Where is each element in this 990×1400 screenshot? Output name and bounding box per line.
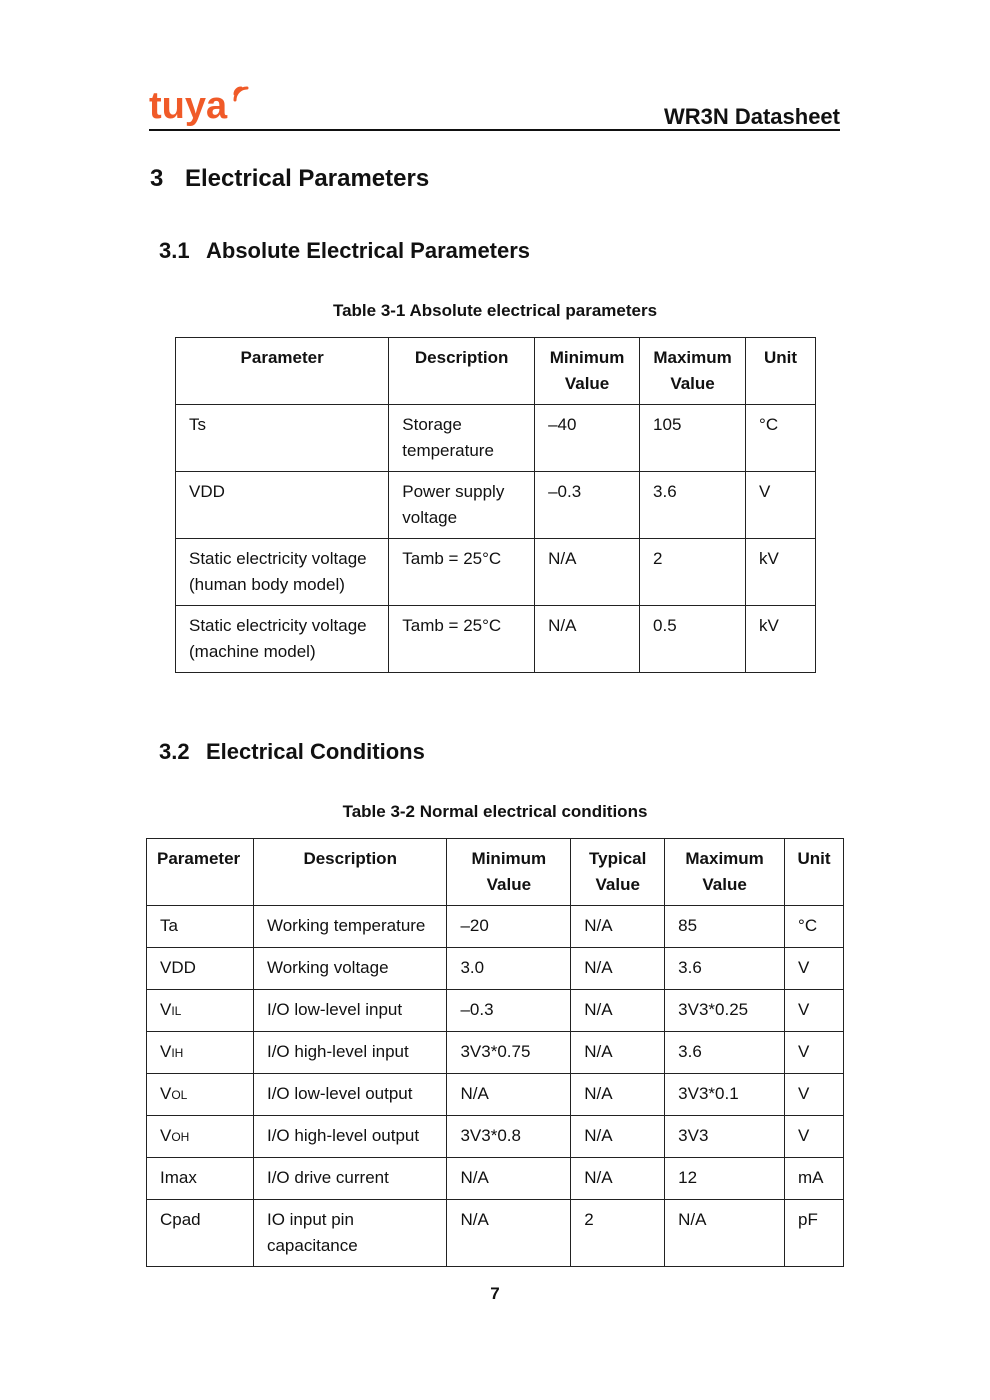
header-typical: Typical Value <box>571 839 665 906</box>
subsection-heading-3-2 <box>159 739 425 765</box>
tuya-logo-mark <box>149 80 259 132</box>
header-rule <box>149 129 840 131</box>
cell-description: Power supply voltage <box>389 472 535 539</box>
cell-unit: V <box>785 948 844 990</box>
absolute-parameters-table <box>175 337 816 673</box>
cell-parameter: VDD <box>176 472 389 539</box>
cell-unit: V <box>785 1116 844 1158</box>
subsection-title: Electrical Conditions <box>206 739 425 764</box>
header-description: Description <box>253 839 446 906</box>
cell-max: 3.6 <box>665 1032 785 1074</box>
header-minimum: Minimum Value <box>535 338 640 405</box>
table-row <box>147 948 844 990</box>
cell-typical: N/A <box>571 948 665 990</box>
header-maximum: Maximum Value <box>640 338 746 405</box>
cell-parameter: Cpad <box>147 1200 254 1267</box>
cell-min: N/A <box>535 606 640 673</box>
table-row <box>147 990 844 1032</box>
header-unit: Unit <box>746 338 816 405</box>
cell-unit: V <box>785 990 844 1032</box>
cell-description: Tamb = 25°C <box>389 606 535 673</box>
table-row <box>147 1200 844 1267</box>
cell-min: 3.0 <box>447 948 571 990</box>
cell-max: 3V3*0.1 <box>665 1074 785 1116</box>
table-row <box>147 1116 844 1158</box>
table2-caption: Table 3-2 Normal electrical conditions <box>342 802 648 821</box>
cell-parameter: Ts <box>176 405 389 472</box>
cell-min: –0.3 <box>535 472 640 539</box>
table1-caption: Table 3-1 Absolute electrical parameters <box>332 301 658 320</box>
header-description: Description <box>389 338 535 405</box>
cell-typical: N/A <box>571 990 665 1032</box>
cell-unit: °C <box>785 906 844 948</box>
logo-wordmark: tuya <box>149 85 228 127</box>
header-maximum: Maximum Value <box>665 839 785 906</box>
cell-parameter: VOH <box>147 1116 254 1158</box>
cell-unit: °C <box>746 405 816 472</box>
cell-parameter: Static electricity voltage (human body model) <box>176 539 389 606</box>
subsection-title: Absolute Electrical Parameters <box>206 238 531 263</box>
cell-min: 3V3*0.8 <box>447 1116 571 1158</box>
cell-description: I/O high-level output <box>253 1116 446 1158</box>
cell-unit: mA <box>785 1158 844 1200</box>
cell-parameter: Static electricity voltage (machine model) <box>176 606 389 673</box>
table-row <box>176 539 816 606</box>
cell-description: IO input pin capacitance <box>253 1200 446 1267</box>
cell-unit: pF <box>785 1200 844 1267</box>
table-row <box>176 405 816 472</box>
cell-min: –0.3 <box>447 990 571 1032</box>
table-row <box>147 1158 844 1200</box>
section-title: Electrical Parameters <box>185 165 430 192</box>
cell-description: Storage temperature <box>389 405 535 472</box>
doc-title: WR3N Datasheet <box>663 104 840 129</box>
header-parameter: Parameter <box>176 338 389 405</box>
header-unit: Unit <box>785 839 844 906</box>
cell-unit: V <box>746 472 816 539</box>
electrical-conditions-table <box>146 838 844 1267</box>
cell-max: N/A <box>665 1200 785 1267</box>
table-row <box>147 906 844 948</box>
table-header-row <box>147 839 844 906</box>
cell-description: I/O low-level input <box>253 990 446 1032</box>
table-row <box>147 1032 844 1074</box>
cell-max: 3V3 <box>665 1116 785 1158</box>
subsection-number: 3.2 <box>159 739 190 764</box>
section-heading <box>150 165 429 193</box>
tuya-logo <box>149 80 259 132</box>
cell-parameter: VDD <box>147 948 254 990</box>
cell-min: N/A <box>447 1200 571 1267</box>
cell-max: 85 <box>665 906 785 948</box>
cell-max: 12 <box>665 1158 785 1200</box>
cell-description: I/O drive current <box>253 1158 446 1200</box>
cell-typical: 2 <box>571 1200 665 1267</box>
cell-max: 3.6 <box>640 472 746 539</box>
subsection-heading-3-1 <box>159 238 530 264</box>
cell-typical: N/A <box>571 906 665 948</box>
cell-unit: V <box>785 1032 844 1074</box>
cell-description: I/O high-level input <box>253 1032 446 1074</box>
subsection-number: 3.1 <box>159 238 190 263</box>
cell-min: –20 <box>447 906 571 948</box>
cell-unit: kV <box>746 606 816 673</box>
cell-typical: N/A <box>571 1032 665 1074</box>
cell-description: Tamb = 25°C <box>389 539 535 606</box>
cell-max: 3.6 <box>665 948 785 990</box>
cell-typical: N/A <box>571 1074 665 1116</box>
table-row <box>176 472 816 539</box>
cell-max: 105 <box>640 405 746 472</box>
table-row <box>147 1074 844 1116</box>
cell-unit: V <box>785 1074 844 1116</box>
cell-typical: N/A <box>571 1158 665 1200</box>
cell-parameter: VOL <box>147 1074 254 1116</box>
page-number: 7 <box>490 1284 500 1303</box>
cell-parameter: Ta <box>147 906 254 948</box>
section-number: 3 <box>150 165 164 192</box>
cell-min: 3V3*0.75 <box>447 1032 571 1074</box>
cell-description: I/O low-level output <box>253 1074 446 1116</box>
cell-parameter: VIH <box>147 1032 254 1074</box>
table-header-row <box>176 338 816 405</box>
cell-min: –40 <box>535 405 640 472</box>
cell-max: 3V3*0.25 <box>665 990 785 1032</box>
cell-max: 0.5 <box>640 606 746 673</box>
cell-description: Working temperature <box>253 906 446 948</box>
cell-unit: kV <box>746 539 816 606</box>
cell-parameter: VIL <box>147 990 254 1032</box>
header-minimum: Minimum Value <box>447 839 571 906</box>
cell-min: N/A <box>535 539 640 606</box>
cell-min: N/A <box>447 1074 571 1116</box>
header-parameter: Parameter <box>147 839 254 906</box>
cell-max: 2 <box>640 539 746 606</box>
cell-typical: N/A <box>571 1116 665 1158</box>
cell-min: N/A <box>447 1158 571 1200</box>
table-row <box>176 606 816 673</box>
cell-parameter: Imax <box>147 1158 254 1200</box>
cell-description: Working voltage <box>253 948 446 990</box>
